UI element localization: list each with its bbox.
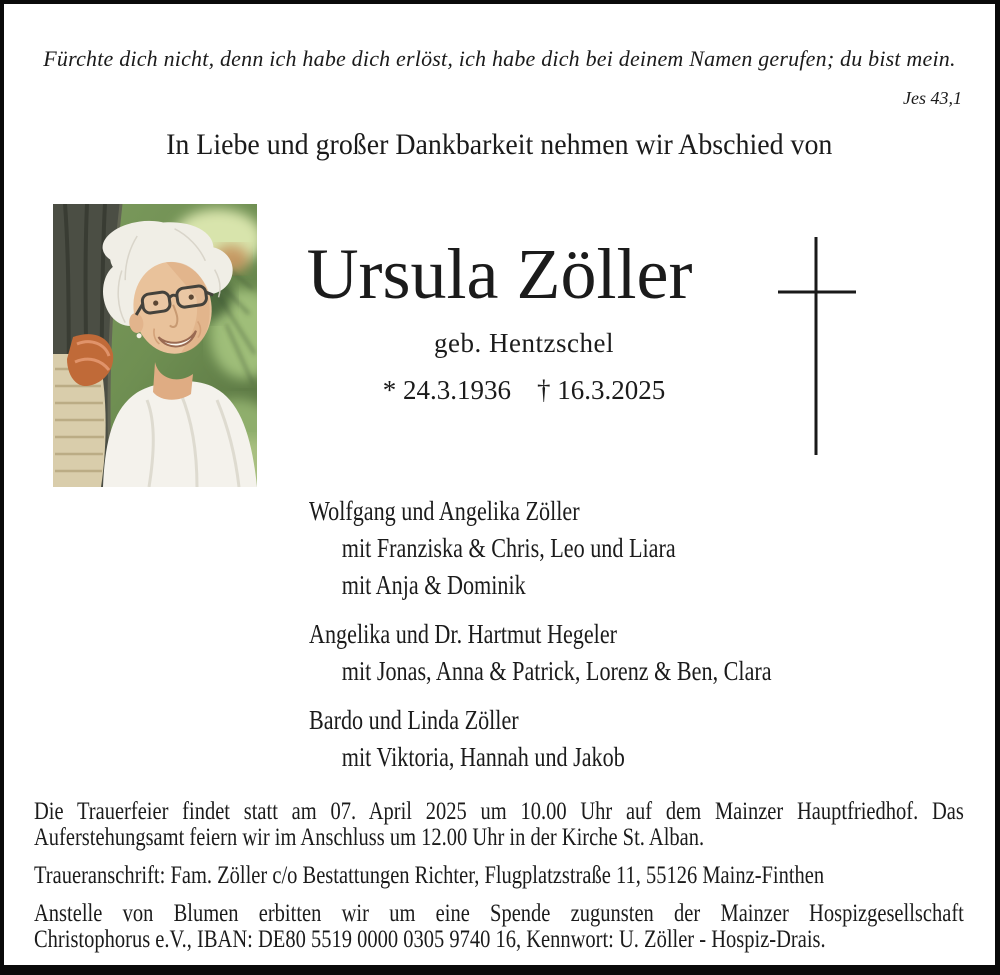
notice-line: Die Trauerfeier findet statt am 07. April 2025 um 10.00 Uhr auf dem Mainzer Hauptfriedhof. Das bbox=[34, 798, 964, 825]
notice-paragraph bbox=[34, 901, 964, 953]
family-sub: mit Viktoria, Hannah und Jakob bbox=[341, 742, 625, 772]
funeral-notice bbox=[34, 799, 964, 953]
family-sub: mit Anja & Dominik bbox=[341, 570, 526, 600]
life-dates bbox=[274, 375, 774, 406]
family-head: Angelika und Dr. Hartmut Hegeler bbox=[309, 619, 618, 649]
family-group bbox=[309, 702, 772, 776]
notice-paragraph bbox=[34, 799, 964, 851]
family-head: Bardo und Linda Zöller bbox=[309, 705, 519, 735]
family-group bbox=[309, 616, 772, 690]
intro-text: In Liebe und großer Dankbarkeit nehmen wir Abschied von bbox=[166, 128, 833, 161]
family-list bbox=[309, 493, 772, 776]
family-sub: mit Franziska & Chris, Leo und Liara bbox=[341, 533, 676, 563]
deceased-name: Ursula Zöller bbox=[306, 234, 693, 314]
maiden-name: geb. Hentzschel bbox=[434, 328, 614, 358]
notice-line: Anstelle von Blumen erbitten wir um eine Spende zugunsten der Mainzer Hospizgesellschaft bbox=[34, 900, 964, 927]
cross-icon bbox=[776, 235, 858, 462]
intro-line bbox=[4, 128, 995, 162]
family-head: Wolfgang und Angelika Zöller bbox=[309, 496, 580, 526]
notice-line: Traueranschrift: Fam. Zöller c/o Bestattungen Richter, Flugplatzstraße 11, 55126 Mainz-Finthen bbox=[34, 862, 825, 889]
death-date: † 16.3.2025 bbox=[537, 375, 666, 405]
family-group bbox=[309, 493, 772, 604]
scripture-quote: Fürchte dich nicht, denn ich habe dich erlöst, ich habe dich bei deinem Namen gerufen; du bist mein. bbox=[43, 46, 956, 71]
notice-line: Christophorus e.V., IBAN: DE80 5519 0000 0305 9740 16, Kennwort: U. Zöller - Hospiz-Drais. bbox=[34, 926, 826, 953]
scripture-reference: Jes 43,1 bbox=[903, 88, 962, 108]
notice-paragraph bbox=[34, 863, 964, 889]
notice-line: Auferstehungsamt feiern wir im Anschluss um 12.00 Uhr in der Kirche St. Alban. bbox=[34, 824, 705, 851]
birth-date: * 24.3.1936 bbox=[382, 375, 511, 405]
family-sub: mit Jonas, Anna & Patrick, Lorenz & Ben, Clara bbox=[341, 656, 772, 686]
